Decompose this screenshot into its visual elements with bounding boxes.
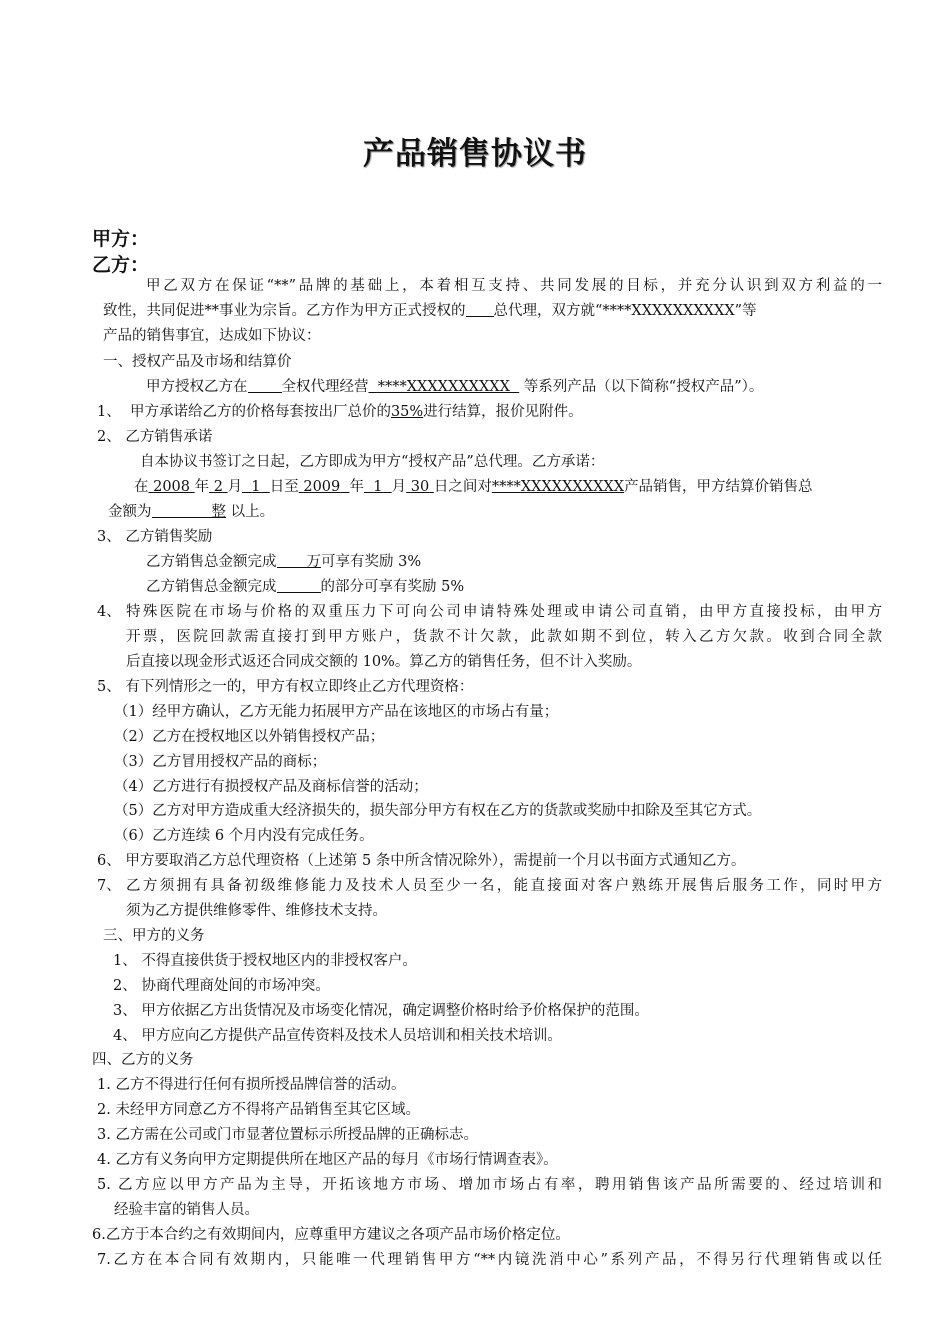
list-item: （2）乙方在授权地区以外销售授权产品； [114, 729, 385, 745]
section-2-heading: 2、 乙方销售承诺 [97, 429, 213, 445]
list-item: 6.乙方于本合约之有效期间内，应尊重甲方建议之各项产品市场价格定位。 [92, 1227, 570, 1243]
start-day: 1 [251, 479, 261, 495]
item-4-line-2: 开票，医院回款需直接打到甲方账户，货款不计欠款，此款如期不到位，转入乙方欠款。收到合同全款 [126, 629, 882, 645]
list-item: 1. 乙方不得进行任何有损所授品牌信誉的活动。 [97, 1077, 406, 1093]
reward-2-blank [277, 577, 321, 593]
intro-line-3: 产品的销售事宜，达成如下协议： [103, 328, 321, 344]
grant-text-b: 全权代理经营 [281, 379, 369, 395]
intro-line-2a: 致性，共同促进**事业为宗旨。乙方作为甲方正式授权的 [103, 303, 466, 319]
grant-region-blank [248, 377, 282, 393]
item-1-text-b: 进行结算，报价见附件。 [423, 404, 583, 420]
reward-1-blank [277, 552, 307, 568]
total-amount-blank [152, 502, 212, 518]
list-item: （4）乙方进行有损授权产品及商标信誉的活动； [114, 779, 428, 795]
list-item: （1）经甲方确认，乙方无能力拓展甲方产品在该地区的市场占有量； [114, 704, 559, 720]
end-month: 1 [373, 479, 383, 495]
start-month: 2 [213, 479, 223, 495]
party-a-label: 甲方： [92, 228, 150, 250]
list-item: 4. 乙方有义务向甲方定期提供所在地区产品的每月《市场行情调查表》。 [97, 1152, 558, 1168]
list-item: （6）乙方连续 6 个月内没有完成任务。 [114, 828, 374, 844]
end-day: 30 [410, 479, 430, 495]
end-year: 2009 [303, 479, 341, 495]
list-item: 3、 甲方依据乙方出货情况及市场变化情况，确定调整价格时给予价格保护的范围。 [113, 1003, 649, 1019]
grant-product: ****XXXXXXXXXX [377, 379, 510, 395]
intro-line-2b: 总代理，双方就“****XXXXXXXXXX”等 [493, 303, 757, 319]
intro-line-2 [103, 301, 883, 321]
list-item: 4、 甲方应向乙方提供产品宣传资料及技术人员培训和相关技术培训。 [113, 1028, 562, 1044]
page-title: 产品销售协议书 [363, 136, 587, 172]
part-3-heading: 三、甲方的义务 [103, 928, 205, 944]
list-item: 2. 未经甲方同意乙方不得将产品销售至其它区域。 [97, 1102, 420, 1118]
amount-zheng: 整 [211, 504, 226, 520]
item-4-num: 4、 [97, 604, 121, 620]
part-4-heading: 四、乙方的义务 [92, 1052, 194, 1068]
agency-region-blank [466, 301, 494, 317]
item-1-text-a: 甲方承诺给乙方的价格每套按出厂总价的 [129, 404, 391, 420]
commitment-line-1: 自本协议书签订之日起，乙方即成为甲方“授权产品”总代理。乙方承诺： [140, 454, 605, 470]
settlement-percent: 35% [390, 404, 424, 420]
reward-line-1: 乙方销售总金额完成 万可享有奖励 3% [146, 554, 422, 570]
list-item: 1、 不得直接供货于授权地区内的非授权客户。 [113, 953, 417, 969]
list-item: 2、 协商代理商处间的市场冲突。 [113, 978, 330, 994]
item-7-line-1: 乙方须拥有具备初级维修能力及技术人员至少一名，能直接面对客户熟练开展售后服务工作，同时甲方 [126, 878, 882, 894]
item-6: 6、 甲方要取消乙方总代理资格（上述第 5 条中所含情况除外），需提前一个月以书面方式通知乙方。 [97, 853, 746, 869]
grant-line [146, 377, 763, 397]
list-item: 7.乙方在本合同有效期内，只能唯一代理销售甲方“**内镜洗消中心”系列产品，不得另行代理销售或以任 [97, 1252, 882, 1268]
commitment-product: ****XXXXXXXXXX [491, 479, 625, 495]
section-5-heading: 5、 有下列情形之一的，甲方有权立即终止乙方代理资格： [97, 679, 474, 695]
reward-line-2: 乙方销售总金额完成 的部分可享有奖励 5% [146, 579, 465, 595]
list-item: （5）乙方对甲方造成重大经济损失的，损失部分甲方有权在乙方的货款或奖励中扣除及至其它方式。 [114, 803, 762, 819]
section-3-heading: 3、 乙方销售奖励 [97, 529, 213, 545]
commitment-line-3: 金额为 整 以上。 [108, 504, 275, 520]
reward-1-wan: 万 [306, 554, 321, 570]
commitment-line-2: 在 2008 年 2 月 1 日至 2009 年 1 月 30 日之间对****XXXXXXXXXX产品销售，甲方结算价销售总 [134, 479, 813, 495]
section-1-heading: 一、授权产品及市场和结算价 [103, 354, 292, 370]
intro-line-1: 甲乙双方在保证“**”品牌的基础上，本着相互支持、共同发展的目标，并充分认识到双方利益的一 [146, 278, 882, 294]
grant-text-a: 甲方授权乙方在 [146, 379, 248, 395]
item-7-num: 7、 [97, 878, 121, 894]
list-item: 5. 乙方应以甲方产品为主导，开拓该地方市场、增加市场占有率，聘用销售该产品所需要的、经过培训和 [97, 1177, 882, 1193]
item-4-line-3: 后直接以现金形式返还合同成交额的 10%。算乙方的销售任务，但不计入奖励。 [126, 654, 642, 670]
list-item-continuation: 经验丰富的销售人员。 [114, 1202, 259, 1218]
list-item: （3）乙方冒用授权产品的商标； [114, 754, 327, 770]
item-1 [97, 402, 583, 422]
item-1-num: 1、 [97, 404, 121, 420]
grant-text-c: 等系列产品（以下简称“授权产品”）。 [523, 379, 764, 395]
item-4-line-1: 特殊医院在市场与价格的双重压力下可向公司申请特殊处理或申请公司直销，由甲方直接投标，由甲方 [126, 604, 882, 620]
item-7-line-2: 须为乙方提供维修零件、维修技术支持。 [126, 903, 387, 919]
start-year: 2008 [153, 479, 191, 495]
list-item: 3. 乙方需在公司或门市显著位置标示所授品牌的正确标志。 [97, 1127, 478, 1143]
party-b-label: 乙方： [92, 254, 150, 276]
